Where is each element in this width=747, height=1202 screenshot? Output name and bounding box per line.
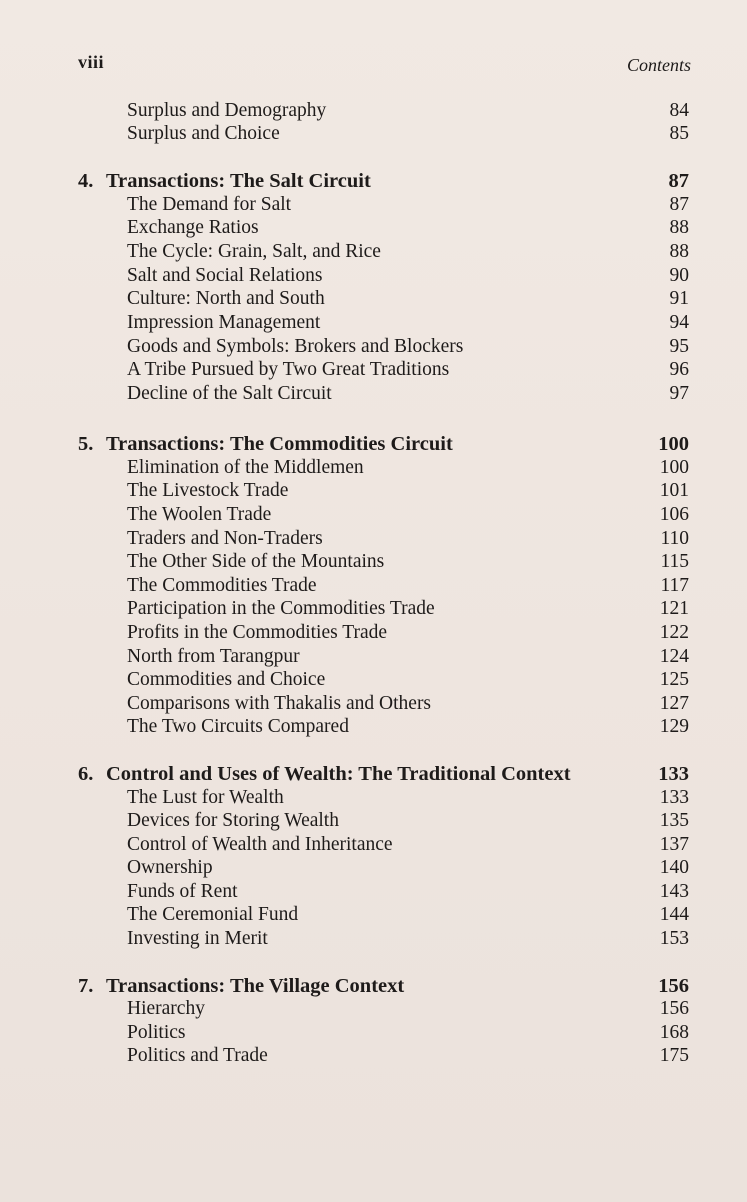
toc-entry-title: Elimination of the Middlemen — [127, 457, 364, 478]
toc-entry — [0, 786, 747, 810]
toc-entry-page: 84 — [669, 100, 689, 121]
toc-entry-page: 133 — [659, 787, 689, 808]
toc-entry-page: 85 — [669, 123, 689, 144]
toc-chapter — [0, 762, 747, 786]
toc-entry-page: 168 — [659, 1022, 689, 1043]
toc-entry-page: 135 — [659, 810, 689, 831]
toc-entry-title: Control of Wealth and Inheritance — [127, 834, 393, 855]
toc-entry-title: Salt and Social Relations — [127, 265, 323, 286]
toc-entry — [0, 503, 747, 527]
toc-entry-title: The Cycle: Grain, Salt, and Rice — [127, 241, 381, 262]
toc-entry-page: 88 — [669, 217, 689, 238]
toc-entry-title: Decline of the Salt Circuit — [127, 383, 332, 404]
toc-entry-page: 140 — [659, 857, 689, 878]
toc-entry — [0, 479, 747, 503]
chapter-page: 156 — [658, 975, 689, 997]
chapter-title: Transactions: The Salt Circuit — [106, 170, 371, 192]
toc-entry — [0, 264, 747, 288]
running-header — [78, 52, 691, 78]
toc-entry — [0, 597, 747, 621]
toc-entry — [0, 311, 747, 335]
toc-entry-page: 95 — [669, 336, 689, 357]
toc-entry-title: Devices for Storing Wealth — [127, 810, 339, 831]
toc-entry-page: 100 — [659, 457, 689, 478]
toc-entry — [0, 856, 747, 880]
toc-entry-page: 94 — [669, 312, 689, 333]
toc-entry — [0, 809, 747, 833]
toc-entry-page: 153 — [659, 928, 689, 949]
chapter-title: Transactions: The Village Context — [106, 975, 405, 997]
toc-entry — [0, 240, 747, 264]
toc-entry — [0, 645, 747, 669]
toc-entry — [0, 880, 747, 904]
toc-entry-page: 127 — [659, 693, 689, 714]
toc-entry-title: Traders and Non-Traders — [127, 528, 323, 549]
toc-entry — [0, 382, 747, 406]
toc-entry — [0, 668, 747, 692]
toc-entry-page: 144 — [659, 904, 689, 925]
toc-entry — [0, 927, 747, 951]
chapter-page: 133 — [658, 763, 689, 785]
toc-entry-page: 129 — [659, 716, 689, 737]
chapter-number: 6. — [78, 763, 94, 785]
toc-entry-title: Culture: North and South — [127, 288, 325, 309]
chapter-number: 5. — [78, 433, 94, 455]
toc-entry-title: The Two Circuits Compared — [127, 716, 349, 737]
toc-entry-page: 115 — [660, 551, 689, 572]
running-title: Contents — [626, 55, 691, 75]
toc-entry-page: 88 — [669, 241, 689, 262]
chapter-title: Transactions: The Commodities Circuit — [106, 433, 453, 455]
toc-entry — [0, 1044, 747, 1068]
toc-entry — [0, 833, 747, 857]
toc-entry — [0, 715, 747, 739]
toc-entry — [0, 574, 747, 598]
toc-entry-page: 91 — [669, 288, 689, 309]
toc-entry-title: Hierarchy — [127, 998, 205, 1019]
toc-entry-title: Ownership — [127, 857, 213, 878]
toc-entry-title: The Ceremonial Fund — [127, 904, 299, 925]
toc-entry — [0, 550, 747, 574]
toc-entry-title: Politics and Trade — [127, 1045, 268, 1066]
chapter-page: 100 — [658, 433, 689, 455]
toc-entry-page: 124 — [659, 646, 689, 667]
toc-chapter — [0, 974, 747, 998]
toc-entry-title: Funds of Rent — [127, 881, 238, 902]
toc-entry — [0, 287, 747, 311]
toc-entry-title: Surplus and Demography — [127, 100, 327, 121]
toc-entry-page: 106 — [659, 504, 689, 525]
chapter-page: 87 — [668, 170, 689, 192]
toc-entry-title: Goods and Symbols: Brokers and Blockers — [127, 336, 464, 357]
toc-entry-page: 121 — [659, 598, 689, 619]
toc-entry-page: 117 — [660, 575, 689, 596]
toc-entry-title: Profits in the Commodities Trade — [127, 622, 388, 643]
toc-entry — [0, 456, 747, 480]
toc-entry — [0, 527, 747, 551]
toc-chapter — [0, 432, 747, 456]
chapter-number: 4. — [78, 170, 94, 192]
toc-entry — [0, 216, 747, 240]
chapter-number: 7. — [78, 975, 94, 997]
toc-entry — [0, 122, 747, 146]
toc-entry-title: The Demand for Salt — [127, 194, 292, 215]
toc-entry — [0, 99, 747, 123]
toc-entry-title: Participation in the Commodities Trade — [127, 598, 435, 619]
toc-entry-page: 101 — [659, 480, 689, 501]
toc-entry-page: 175 — [659, 1045, 689, 1066]
toc-entry-title: Surplus and Choice — [127, 123, 280, 144]
toc-entry-title: Impression Management — [127, 312, 321, 333]
toc-entry-title: The Lust for Wealth — [127, 787, 284, 808]
toc-entry-title: The Livestock Trade — [127, 480, 289, 501]
toc-entry — [0, 997, 747, 1021]
toc-entry — [0, 621, 747, 645]
toc-entry — [0, 903, 747, 927]
toc-entry-title: Comparisons with Thakalis and Others — [127, 693, 432, 714]
toc-entry-title: The Commodities Trade — [127, 575, 317, 596]
page-number: viii — [78, 52, 105, 72]
toc-entry — [0, 358, 747, 382]
toc-entry-page: 87 — [669, 194, 689, 215]
toc-entry-title: The Other Side of the Mountains — [127, 551, 385, 572]
toc-entry — [0, 692, 747, 716]
toc-entry-page: 156 — [659, 998, 689, 1019]
toc-entry-title: Politics — [127, 1022, 186, 1043]
toc-entry-page: 110 — [660, 528, 689, 549]
toc-entry-title: Investing in Merit — [127, 928, 268, 949]
toc-entry — [0, 1021, 747, 1045]
toc-entry-page: 137 — [659, 834, 689, 855]
toc-entry-page: 96 — [669, 359, 689, 380]
toc-entry-title: The Woolen Trade — [127, 504, 272, 525]
toc-entry-page: 125 — [659, 669, 689, 690]
toc-entry-page: 90 — [669, 265, 689, 286]
toc-entry — [0, 193, 747, 217]
toc-entry-title: North from Tarangpur — [127, 646, 300, 667]
toc-entry-title: Commodities and Choice — [127, 669, 326, 690]
chapter-title: Control and Uses of Wealth: The Traditional Context — [106, 763, 571, 785]
toc-entry-title: Exchange Ratios — [127, 217, 259, 238]
toc-entry-page: 97 — [669, 383, 689, 404]
toc-chapter — [0, 169, 747, 193]
toc-entry-page: 122 — [659, 622, 689, 643]
toc-entry — [0, 335, 747, 359]
toc-entry-page: 143 — [659, 881, 689, 902]
toc-entry-title: A Tribe Pursued by Two Great Traditions — [127, 359, 450, 380]
